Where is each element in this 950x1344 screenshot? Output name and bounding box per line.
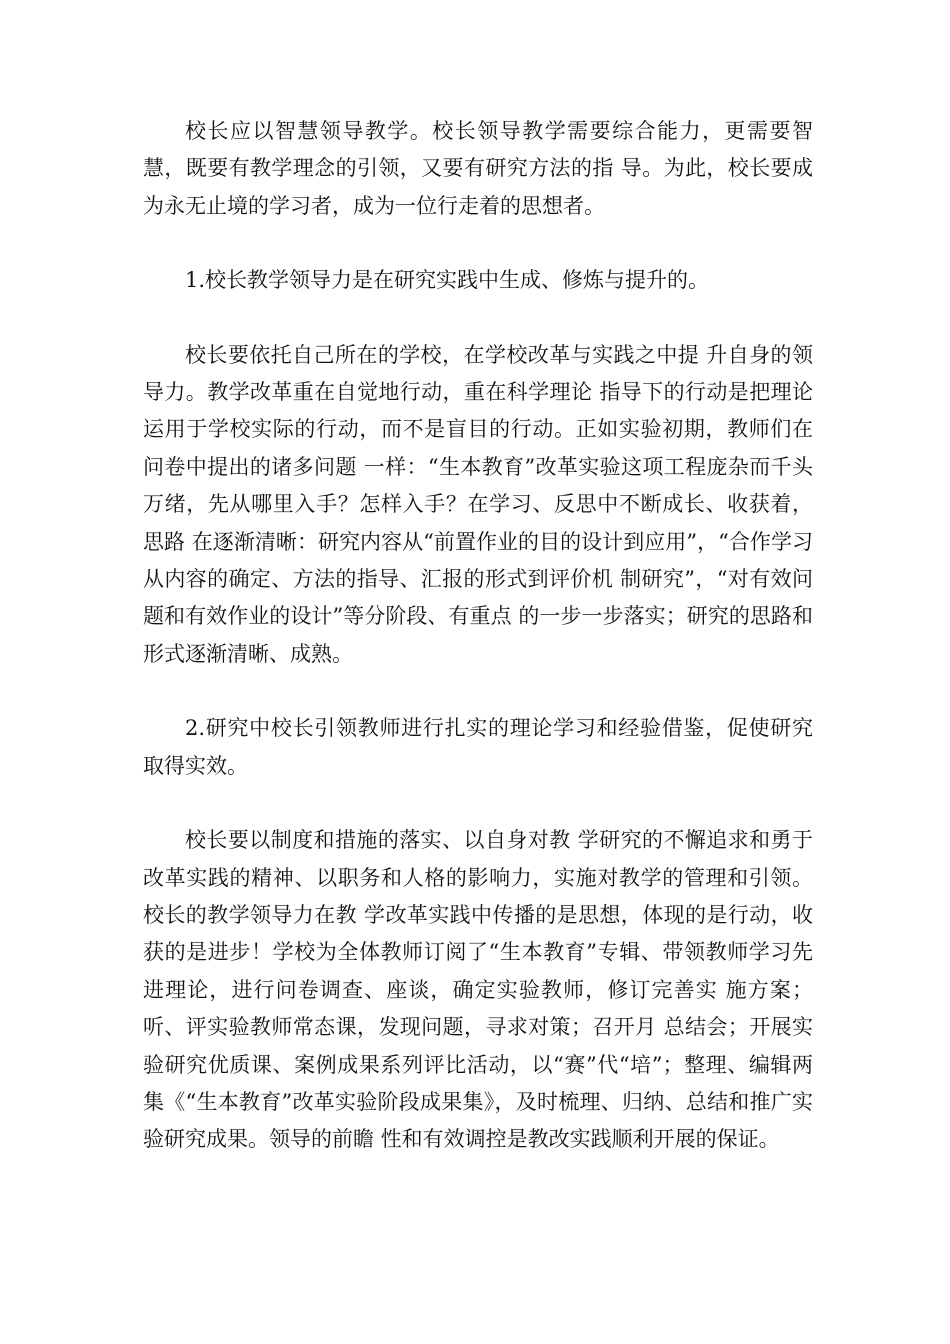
paragraph-gap xyxy=(143,300,813,337)
paragraph-gap xyxy=(143,673,813,710)
paragraph-heading-2: 2.研究中校长引领教师进行扎实的理论学习和经验借鉴，促使研究取得实效。 xyxy=(143,716,813,778)
paragraph-intro: 校长应以智慧领导教学。校长领导教学需要综合能力，更需要智慧，既要有教学理念的引领，又要有研究方法的指 导。为此，校长要成为永无止境的学习者，成为一位行走着的思想者。 xyxy=(143,119,813,218)
document-body xyxy=(143,113,813,1159)
paragraph-gap xyxy=(143,225,813,262)
paragraph-heading-1: 1.校长教学领导力是在研究实践中生成、修炼与提升的。 xyxy=(185,268,710,293)
paragraph-body-1: 校长要依托自己所在的学校，在学校改革与实践之中提 升自身的领导力。教学改革重在自觉地行动，重在科学理论 指导下的行动是把理论运用于学校实际的行动，而不是盲目的行动。正如实验初期，教师们在问卷中提出的诸多问题 一样：“生本教育”改革实验这项工程庞杂而千头万绪，先从哪里入手？怎样入手？在学习、反思中不断成长、收获着，思路 在逐渐清晰：研究内容从“前置作业的目的设计到应用”，“合作学习从内容的确定、方法的指导、汇报的形式到评价机 制研究”，“对有效问题和有效作业的设计”等分阶段、有重点 的一步一步落实；研究的思路和形式逐渐清晰、成熟。 xyxy=(143,342,813,666)
paragraph-gap xyxy=(143,785,813,822)
paragraph-body-2: 校长要以制度和措施的落实、以自身对教 学研究的不懈追求和勇于改革实践的精神、以职务和人格的影响力，实施对教学的管理和引领。校长的教学领导力在教 学改革实践中传播的是思想，体现的是行动，收获的是进步！学校为全体教师订阅了“生本教育”专辑、带领教师学习先进理论，进行问卷调查、座谈，确定实验教师，修订完善实 施方案；听、评实验教师常态课，发现问题，寻求对策；召开月 总结会；开展实验研究优质课、案例成果系列评比活动，以“赛”代“培”；整理、编辑两集《“生本教育”改革实验阶段成果集》，及时梳理、归纳、总结和推广实验研究成果。领导的前瞻 性和有效调控是教改实践顺利开展的保证。 xyxy=(143,828,813,1152)
